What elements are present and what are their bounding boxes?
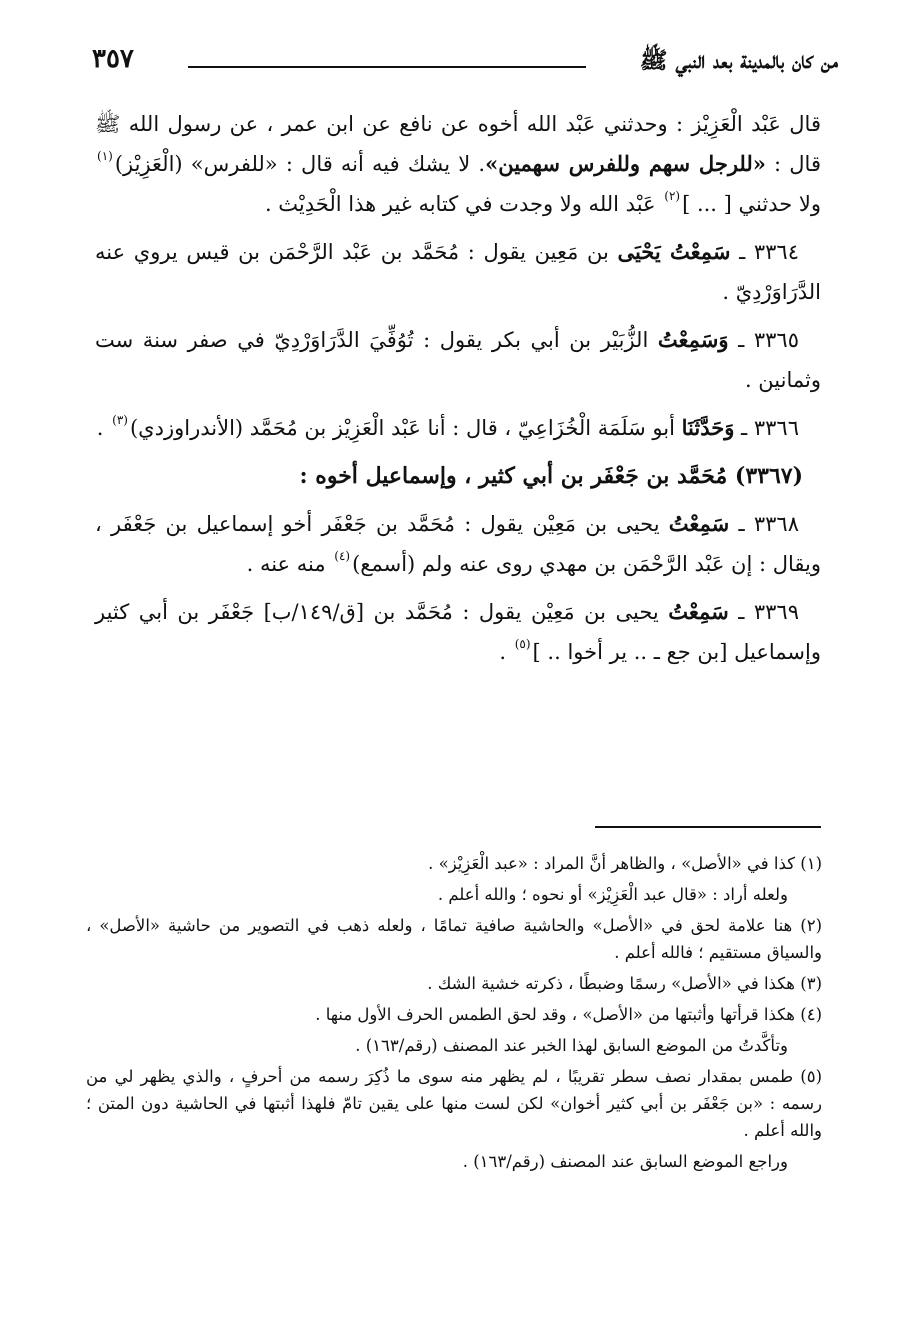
entry-number: ٣٣٦٦ ـ — [734, 416, 799, 440]
text-segment: قال عَبْد الْعَزِيْز : وحدثني عَبْد الله أخوه عن نافع عن ابن عمر ، عن رسول الله ﷺ قال : — [95, 112, 821, 176]
entry-number: ٣٣٦٥ ـ — [728, 328, 799, 352]
footnote-3: (٣) هكذا في «الأصل» رسمًا وضبطًا ، ذكرته خشية الشك . — [427, 974, 822, 993]
entry-3366 — [95, 408, 821, 448]
entry-3369 — [95, 592, 821, 672]
header-rule — [188, 66, 586, 68]
entry-3364 — [95, 232, 821, 312]
footnote-1-continued: ولعله أراد : «قال عبد الْعَزِيْز» أو نحوه ؛ والله أعلم . — [437, 885, 788, 904]
section-heading-3367: (٣٣٦٧) مُحَمَّد بن جَعْفَر بن أبي كثير ، وإسماعيل أخوه : — [299, 463, 803, 489]
text-segment: ولا حدثني [ ... ] — [682, 192, 821, 216]
footnote-2: (٢) هنا علامة لحق في «الأصل» والحاشية صافية تمامًا ، ولعله ذهب في التصوير من حاشية «الأصل» ، والسياق مستقيم ؛ فالله أعلم . — [86, 916, 822, 962]
text-segment: الزُّبَيْر بن أبي بكر يقول : تُوُفِّيَ الدَّرَاوَرْدِيّ في صفر سنة ست وثمانين . — [95, 328, 821, 392]
footnote-separator — [595, 826, 821, 828]
footnote-ref-4: (٤) — [334, 549, 351, 563]
footnote-ref-3: (٣) — [112, 413, 128, 427]
footnote-5: (٥) طمس بمقدار نصف سطر تقريبًا ، لم يظهر منه سوى ما ذُكِرَ رسمه من أحرفٍ ، والذي يظهر لي من رسمه : «بن جَعْفَر بن أبي كثير أخوان» لكن لست منها على يقين تامّ فلهذا أثبتها في الحاشية دون المتن ؛ والله أعلم . — [86, 1067, 822, 1140]
footnote-ref-2: (٢) — [664, 189, 681, 203]
text-segment: بن مَعِين يقول : مُحَمَّد بن عَبْد الرَّحْمَن بن قيس يروي عنه الدَّرَاوَرْدِيّ . — [95, 240, 821, 304]
narration-verb: وَسَمِعْتُ — [657, 327, 729, 352]
text-segment: منه عنه . — [246, 552, 333, 576]
entry-3368 — [95, 504, 821, 584]
paragraph-1 — [95, 104, 821, 224]
narration-verb: وَحَدَّثَنَا — [681, 415, 735, 440]
hadith-text: «للرجل سهم وللفرس سهمين» — [485, 151, 766, 176]
footnote-4: (٤) هكذا قرأتها وأثبتها من «الأصل» ، وقد لحق الطمس الحرف الأول منها . — [315, 1005, 822, 1024]
main-text — [95, 104, 821, 680]
narration-verb: سَمِعْتُ — [668, 511, 730, 536]
footnote-ref-1: (١) — [97, 149, 113, 163]
text-segment: يحيى بن مَعِيْن يقول : مُحَمَّد بن [ق/١٤٩/ب] جَعْفَر بن أبي كثير وإسماعيل [بن جع ـ .. ير أخوا .. ] — [95, 600, 821, 664]
footnote-1: (١) كذا في «الأصل» ، والظاهر أنَّ المراد : «عبد الْعَزِيْز» . — [428, 854, 822, 873]
page-header — [92, 44, 838, 84]
entry-number: ٣٣٦٨ ـ — [729, 512, 799, 536]
entry-number: ٣٣٦٤ ـ — [730, 240, 799, 264]
text-segment: . — [499, 640, 513, 664]
text-segment: . — [96, 416, 111, 440]
text-segment: يحيى بن مَعِيْن يقول : مُحَمَّد بن جَعْفَر أخو إسماعيل بن جَعْفَر ، ويقال : إن عَبْد الرَّحْمَن بن مهدي روى عنه ولم (أسمع) — [95, 512, 821, 576]
page-number: ٣٥٧ — [92, 44, 134, 74]
footnote-5-continued: وراجع الموضع السابق عند المصنف (رقم/١٦٣) . — [462, 1152, 788, 1171]
footnote-ref-5: (٥) — [514, 637, 531, 651]
entry-3365 — [95, 320, 821, 400]
narration-verb: سَمِعْتُ يَحْيَى — [617, 239, 731, 264]
footnotes — [86, 850, 822, 1179]
footnote-4-continued: وتأكَّدتُ من الموضع السابق لهذا الخبر عند المصنف (رقم/١٦٣) . — [355, 1036, 788, 1055]
text-segment: . لا يشك فيه أنه قال : «للفرس» (الْعَزِيْز) — [114, 152, 486, 176]
text-segment: عَبْد الله ولا وجدت في كتابه غير هذا الْحَدِيْث . — [264, 192, 663, 216]
running-title: من كان بالمدينة بعد النبي ﷺ — [639, 47, 838, 74]
text-segment: أبو سَلَمَة الْخُزَاعِيّ ، قال : أنا عَبْد الْعَزِيْز بن مُحَمَّد (الأندراوزدي) — [129, 416, 682, 440]
entry-number: ٣٣٦٩ ـ — [728, 600, 799, 624]
narration-verb: سَمِعْتُ — [668, 599, 729, 624]
